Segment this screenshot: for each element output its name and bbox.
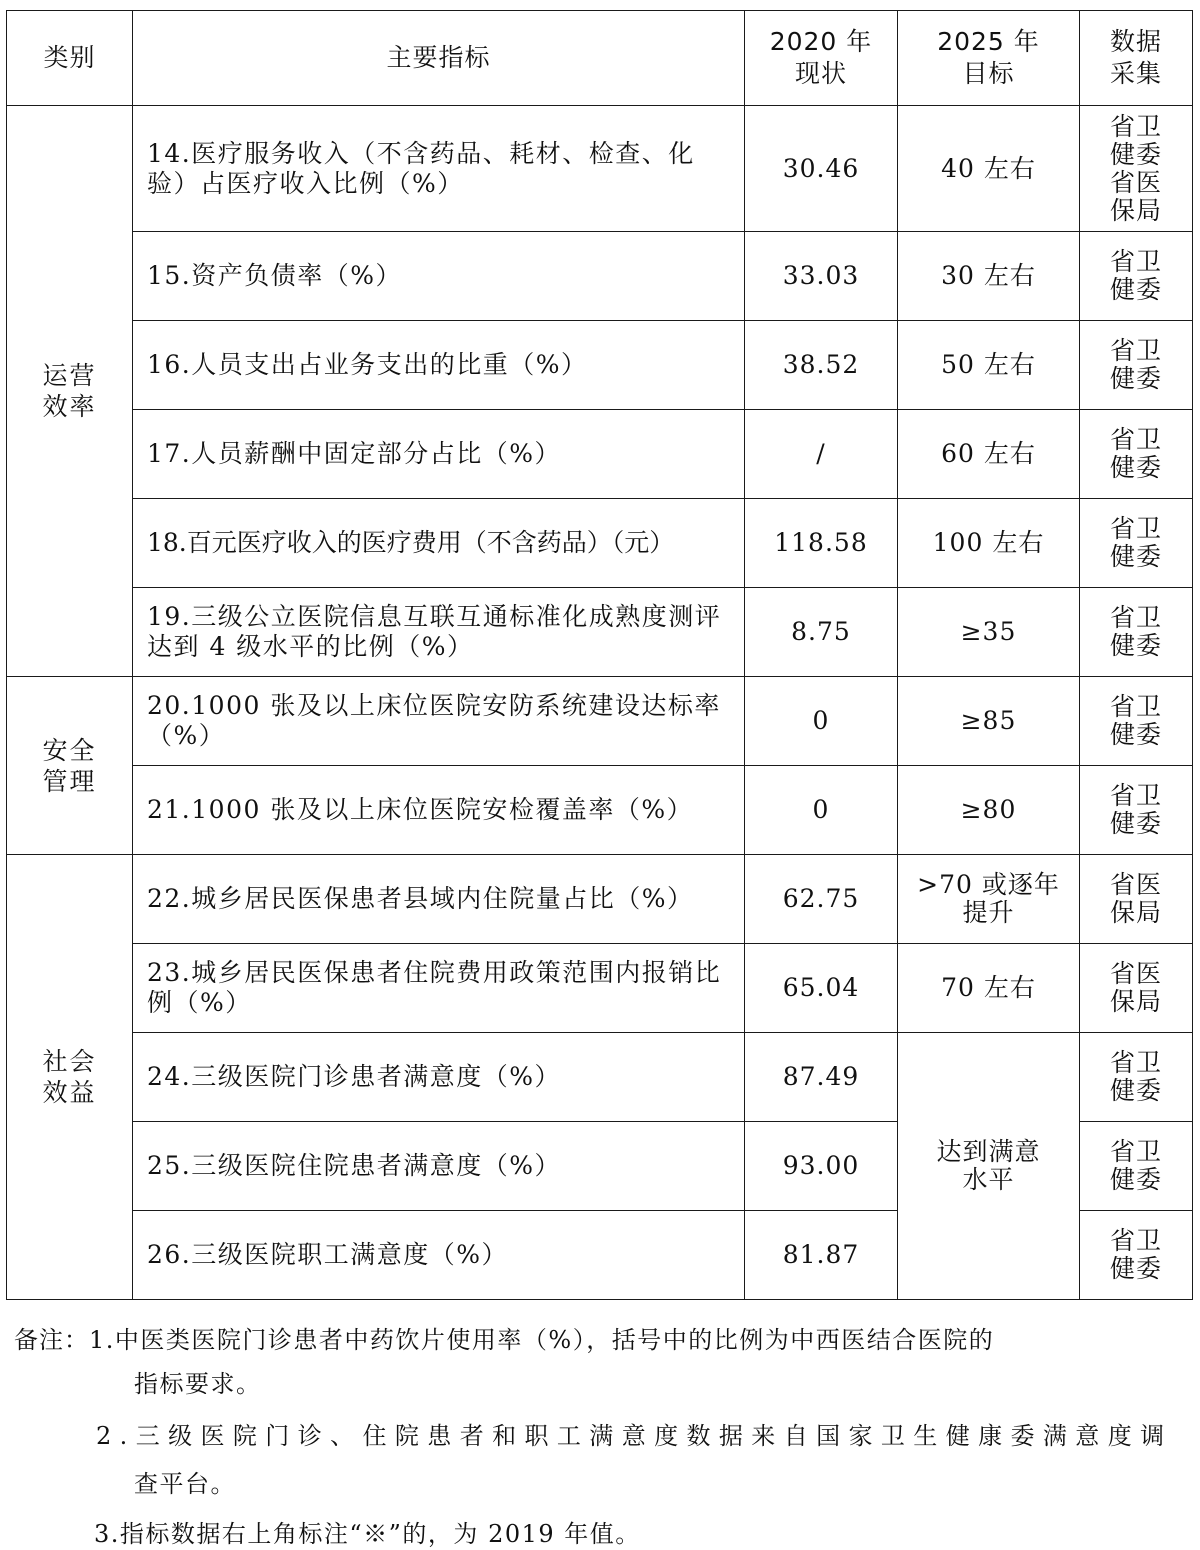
target-value-cell: ≥80 [898, 766, 1080, 855]
indicator-cell: 21.1000 张及以上床位医院安检覆盖率（%） [133, 766, 745, 855]
indicator-cell: 22.城乡居民医保患者县域内住院量占比（%） [133, 855, 745, 944]
header-data-source: 数据 采集 [1080, 11, 1193, 106]
merged-target-satisfaction: 达到满意 水平 [898, 1033, 1080, 1300]
data-source-cell: 省卫 健委 [1080, 677, 1193, 766]
current-value-cell: 0 [745, 766, 898, 855]
current-value-cell: 33.03 [745, 232, 898, 321]
target-value-cell: 50 左右 [898, 321, 1080, 410]
indicator-cell: 16.人员支出占业务支出的比重（%） [133, 321, 745, 410]
table-row [7, 106, 1193, 232]
current-value-cell: 81.87 [745, 1211, 898, 1300]
data-source-cell: 省卫 健委 [1080, 232, 1193, 321]
data-source-cell: 省卫 健委 [1080, 1122, 1193, 1211]
data-source-cell: 省卫 健委 [1080, 321, 1193, 410]
header-indicator: 主要指标 [133, 11, 745, 106]
data-source-cell: 省医 保局 [1080, 855, 1193, 944]
current-value-cell: 62.75 [745, 855, 898, 944]
data-source-cell: 省卫 健委 省医 保局 [1080, 106, 1193, 232]
indicator-cell: 17.人员薪酬中固定部分占比（%） [133, 410, 745, 499]
indicator-cell: 26.三级医院职工满意度（%） [133, 1211, 745, 1300]
target-value-cell: 40 左右 [898, 106, 1080, 232]
indicator-cell: 18.百元医疗收入的医疗费用（不含药品）（元） [133, 499, 745, 588]
header-category: 类别 [7, 11, 133, 106]
note-item: 2.三级医院门诊、住院患者和职工满意度数据来自国家卫生健康委满意度调 [96, 1422, 1173, 1450]
category-safety-management: 安全 管理 [7, 677, 133, 855]
notes-prefix: 备注： [14, 1326, 89, 1354]
current-value-cell: 30.46 [745, 106, 898, 232]
note-line-text: 1.中医类医院门诊患者中药饮片使用率（%），括号中的比例为中西医结合医院的 [89, 1326, 995, 1354]
indicator-cell: 14.医疗服务收入（不含药品、耗材、检查、化验）占医疗收入比例（%） [133, 106, 745, 232]
current-value-cell: 87.49 [745, 1033, 898, 1122]
data-source-cell: 省医 保局 [1080, 944, 1193, 1033]
indicator-cell: 24.三级医院门诊患者满意度（%） [133, 1033, 745, 1122]
table-row [7, 321, 1193, 410]
current-value-cell: 118.58 [745, 499, 898, 588]
header-target-2025: 2025 年 目标 [898, 11, 1080, 106]
data-source-cell: 省卫 健委 [1080, 1033, 1193, 1122]
indicator-cell: 19.三级公立医院信息互联互通标准化成熟度测评达到 4 级水平的比例（%） [133, 588, 745, 677]
table-row [7, 944, 1193, 1033]
note-continuation: 指标要求。 [134, 1370, 262, 1398]
data-source-cell: 省卫 健委 [1080, 588, 1193, 677]
category-social-benefit: 社会 效益 [7, 855, 133, 1300]
table-header-row [7, 11, 1193, 106]
target-value-cell: >70 或逐年 提升 [898, 855, 1080, 944]
table-row [7, 855, 1193, 944]
table-row [7, 410, 1193, 499]
data-source-cell: 省卫 健委 [1080, 766, 1193, 855]
current-value-cell: 93.00 [745, 1122, 898, 1211]
note-item: 3.指标数据右上角标注“※”的，为 2019 年值。 [94, 1520, 641, 1548]
data-source-cell: 省卫 健委 [1080, 410, 1193, 499]
data-source-cell: 省卫 健委 [1080, 499, 1193, 588]
header-current-2020: 2020 年 现状 [745, 11, 898, 106]
indicator-table [6, 10, 1193, 1300]
indicator-cell: 15.资产负债率（%） [133, 232, 745, 321]
current-value-cell: / [745, 410, 898, 499]
current-value-cell: 65.04 [745, 944, 898, 1033]
category-operational-efficiency: 运营 效率 [7, 106, 133, 677]
target-value-cell: ≥35 [898, 588, 1080, 677]
indicator-cell: 20.1000 张及以上床位医院安防系统建设达标率（%） [133, 677, 745, 766]
table-row [7, 677, 1193, 766]
table-row [7, 232, 1193, 321]
table-row [7, 588, 1193, 677]
current-value-cell: 8.75 [745, 588, 898, 677]
target-value-cell: 100 左右 [898, 499, 1080, 588]
indicator-cell: 25.三级医院住院患者满意度（%） [133, 1122, 745, 1211]
target-value-cell: ≥85 [898, 677, 1080, 766]
target-value-cell: 70 左右 [898, 944, 1080, 1033]
indicator-cell: 23.城乡居民医保患者住院费用政策范围内报销比例（%） [133, 944, 745, 1033]
note-item [14, 1320, 994, 1355]
data-source-cell: 省卫 健委 [1080, 1211, 1193, 1300]
table-row [7, 499, 1193, 588]
table-row [7, 1033, 1193, 1122]
table-row [7, 766, 1193, 855]
current-value-cell: 38.52 [745, 321, 898, 410]
current-value-cell: 0 [745, 677, 898, 766]
target-value-cell: 60 左右 [898, 410, 1080, 499]
target-value-cell: 30 左右 [898, 232, 1080, 321]
note-continuation: 查平台。 [134, 1470, 236, 1498]
